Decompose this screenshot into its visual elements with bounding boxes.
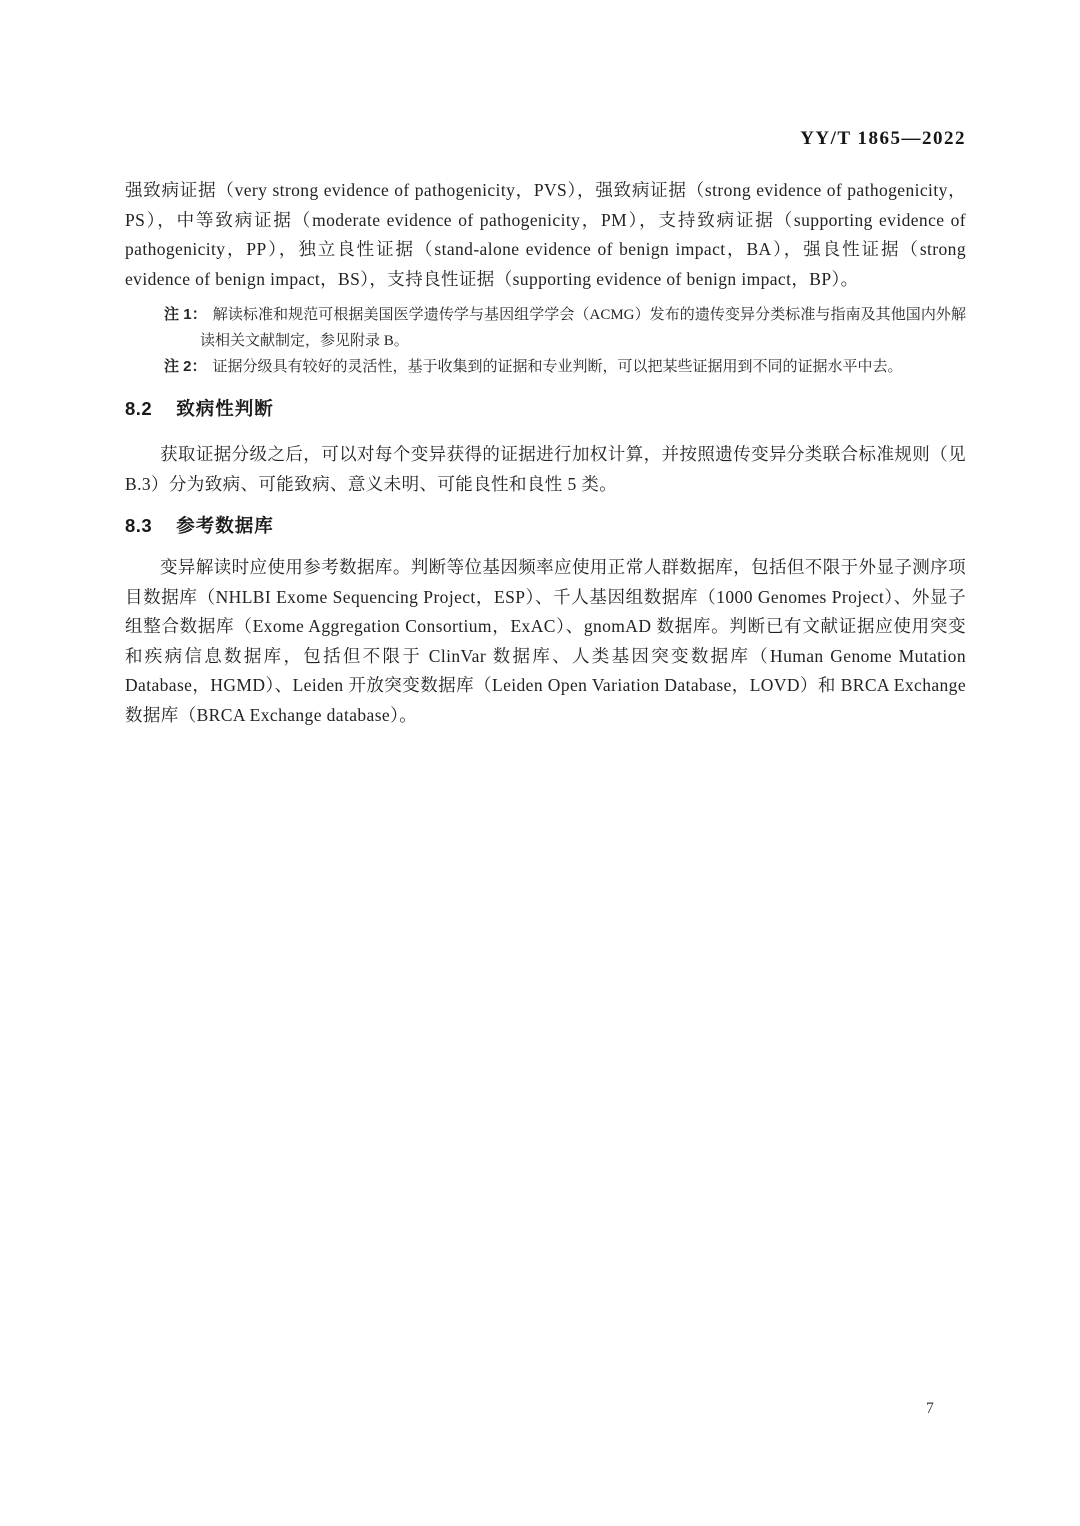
note-1-text: 解读标准和规范可根据美国医学遗传学与基因组学学会（ACMG）发布的遗传变异分类标准与指南及其他国内外解读相关文献制定，参见附录 B。 xyxy=(200,307,967,349)
note-2 xyxy=(125,354,966,380)
note-2-label: 注 2： xyxy=(164,358,207,375)
section-8-2-paragraph: 获取证据分级之后，可以对每个变异获得的证据进行加权计算，并按照遗传变异分类联合标准规则（见 B.3）分为致病、可能致病、意义未明、可能良性和良性 5 类。 xyxy=(125,444,966,494)
document-number: YY/T 1865—2022 xyxy=(800,128,966,149)
page-footer xyxy=(926,1400,934,1418)
section-8-3-heading xyxy=(125,514,966,538)
document-content xyxy=(125,172,966,730)
section-8-3-title: 参考数据库 xyxy=(176,515,274,536)
note-1-label: 注 1： xyxy=(164,306,207,323)
section-8-3-paragraph: 变异解读时应使用参考数据库。判断等位基因频率应使用正常人群数据库，包括但不限于外显子测序项目数据库（NHLBI Exome Sequencing Project，ESP）、千人基因组数据库（1000 Genomes Project）、外显子组整合数据库（Exome Aggregation Consortium，ExAC）、gnomAD 数据库。判断已有文献证据应使用突变和疾病信息数据库，包括但不限于 ClinVar 数据库、人类基因突变数据库（Human Genome Mutation Database，HGMD）、Leiden 开放突变数据库（Leiden Open Variation Database，LOVD）和 BRCA Exchange 数据库（BRCA Exchange database）。 xyxy=(125,557,966,725)
section-8-3-number: 8.3 xyxy=(125,515,153,536)
section-8-2-number: 8.2 xyxy=(125,398,153,419)
note-1 xyxy=(125,302,966,354)
section-8-2-title: 致病性判断 xyxy=(176,398,274,419)
note-2-text: 证据分级具有较好的灵活性，基于收集到的证据和专业判断，可以把某些证据用到不同的证据水平中去。 xyxy=(212,359,903,375)
page-header xyxy=(125,128,966,150)
page-number: 7 xyxy=(926,1400,935,1417)
section-8-2-heading xyxy=(125,397,966,421)
intro-paragraph: 强致病证据（very strong evidence of pathogenicity，PVS），强致病证据（strong evidence of pathogenicity，PS），中等致病证据（moderate evidence of pathogenicity，PM），支持致病证据（supporting evidence of pathogenicity，PP），独立良性证据（stand-alone evidence of benign impact，BA），强良性证据（strong evidence of benign impact，BS），支持良性证据（supporting evidence of benign impact，BP）。 xyxy=(125,180,966,289)
